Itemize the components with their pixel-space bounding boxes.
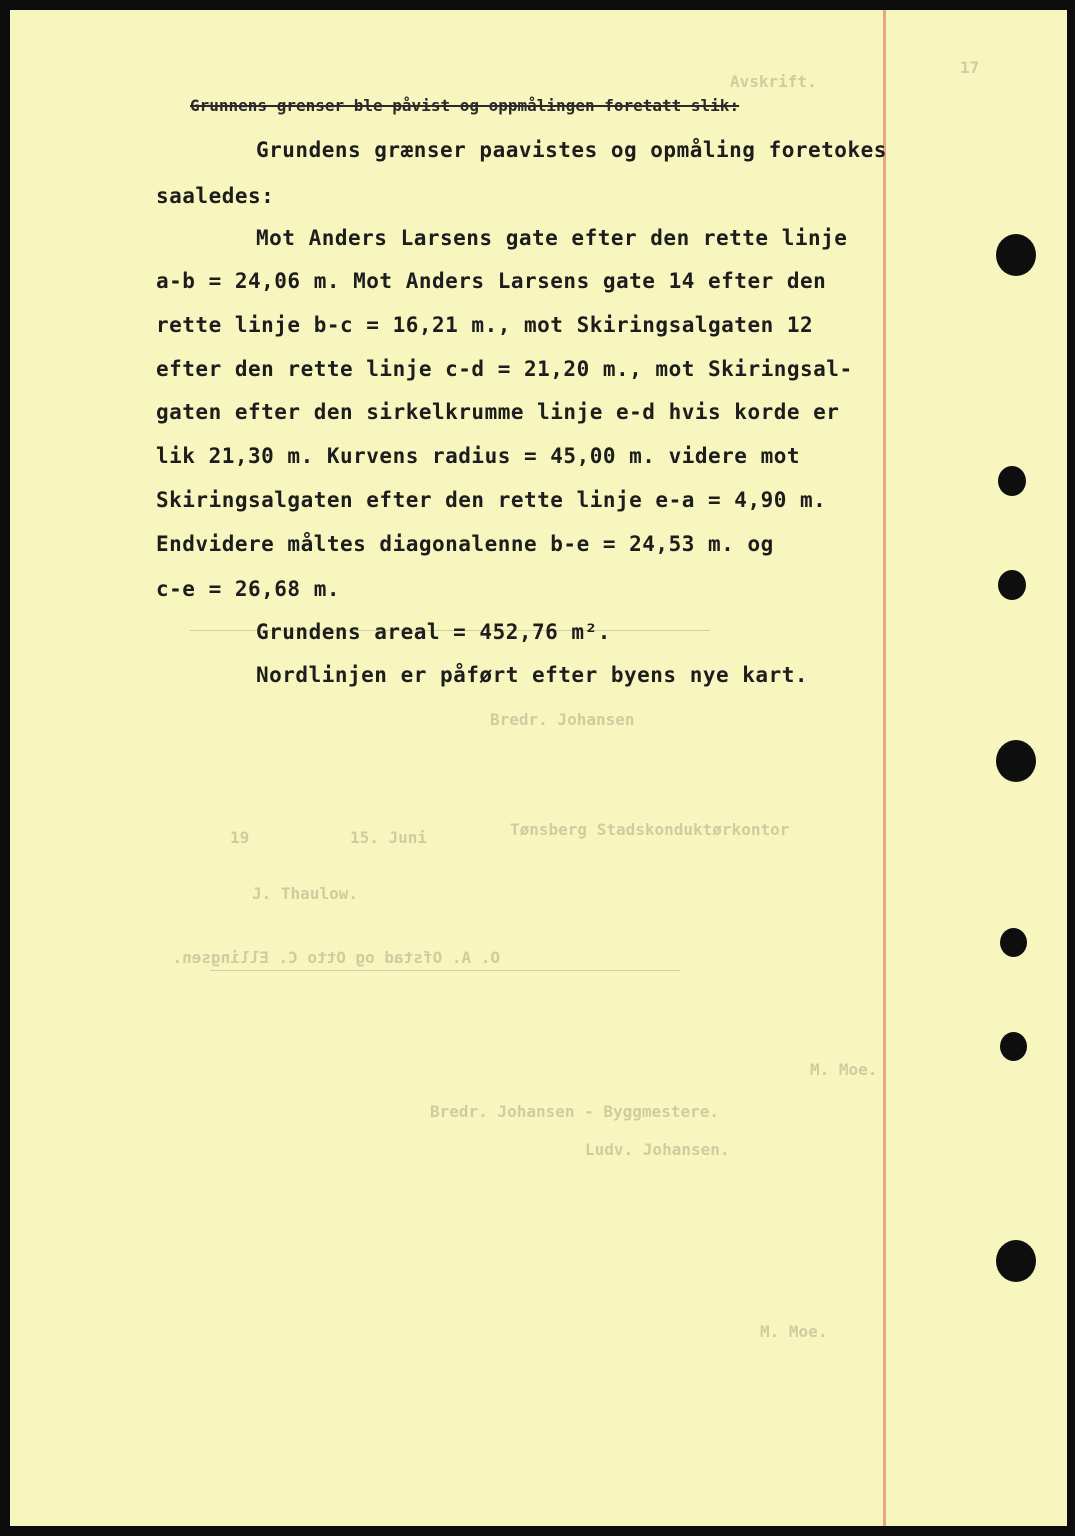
ghost-name-3: Bredr. Johansen - Byggmestere. [430,1102,719,1121]
struck-heading: Grunnens grenser ble påvist og oppmålingen foretatt slik: [190,96,740,115]
punch-hole [998,570,1026,600]
ghost-mirrored-names: O. A. Ofstad og Otto C. Ellingsen. [172,948,500,967]
ghost-rule [210,970,680,971]
punch-hole [996,740,1036,782]
punch-hole [1000,1032,1027,1061]
ghost-name-5: M. Moe. [760,1322,828,1341]
ghost-avskrift: Avskrift. [730,72,817,91]
ghost-office: Tønsberg Stadskonduktørkontor [510,820,790,839]
body-line: saaledes: [156,184,275,208]
body-line: efter den rette linje c-d = 21,20 m., mot Skiringsal- [156,357,853,381]
body-line: c-e = 26,68 m. [156,577,341,601]
ghost-date: 15. Juni [350,828,428,847]
body-line: Endvidere måltes diagonalenne b-e = 24,53 m. og [156,532,774,556]
margin-rule [883,10,886,1526]
body-line: gaten efter den sirkelkrumme linje e-d hvis korde er [156,400,840,424]
ghost-name-1: Bredr. Johansen [490,710,635,729]
ghost-page-number: 17 [960,58,980,77]
ghost-name-4: Ludv. Johansen. [585,1140,730,1159]
body-line: Grundens areal = 452,76 m². [256,620,611,644]
body-line: Mot Anders Larsens gate efter den rette linje [256,226,848,250]
body-line: Grundens grænser paavistes og opmåling foretokes [256,138,887,162]
ghost-signature: J. Thaulow. [252,884,358,903]
punch-hole [1000,928,1027,957]
punch-hole [998,466,1026,496]
punch-hole [996,1240,1036,1282]
body-line: lik 21,30 m. Kurvens radius = 45,00 m. videre mot [156,444,801,468]
body-line: rette linje b-c = 16,21 m., mot Skiringsalgaten 12 [156,313,814,337]
document-page [10,10,1067,1526]
ghost-year: 19 [230,828,250,847]
body-line: Nordlinjen er påført efter byens nye kart. [256,663,809,687]
punch-hole [996,234,1036,276]
body-line: a-b = 24,06 m. Mot Anders Larsens gate 14 efter den [156,269,827,293]
ghost-name-2: M. Moe. [810,1060,878,1079]
body-line: Skiringsalgaten efter den rette linje e-a = 4,90 m. [156,488,827,512]
